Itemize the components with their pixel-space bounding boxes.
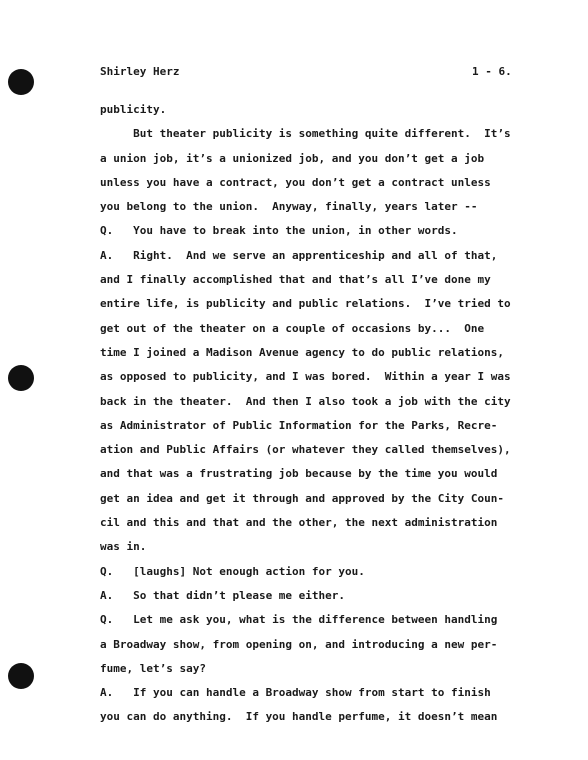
text-line: A. So that didn’t please me either.: [100, 588, 346, 602]
header-name: Shirley Herz: [100, 65, 180, 78]
text-line: unless you have a contract, you don’t get a contract unless: [100, 175, 491, 189]
text-line: Q. Let me ask you, what is the difference between handling: [100, 613, 498, 627]
text-line: publicity.: [100, 103, 167, 116]
page-number: 1 - 6.: [472, 65, 512, 78]
text-line: Q. You have to break into the union, in other words.: [100, 224, 458, 238]
text-line: was in.: [100, 540, 147, 554]
text-line: time I joined a Madison Avenue agency to do public relations,: [100, 345, 504, 359]
text-line: you belong to the union. Anyway, finally, years later --: [100, 200, 478, 214]
text-line: A. Right. And we serve an apprenticeship and all of that,: [100, 248, 498, 262]
text-line: a union job, it’s a unionized job, and you don’t get a job: [100, 151, 485, 165]
text-line: and I finally accomplished that and that’s all I’ve done my: [100, 273, 491, 287]
text-line: a Broadway show, from opening on, and introducing a new per-: [100, 637, 498, 651]
text-line: ation and Public Affairs (or whatever they called themselves),: [100, 443, 511, 457]
text-line: entire life, is publicity and public relations. I’ve tried to: [100, 297, 511, 311]
text-line: A. If you can handle a Broadway show from start to finish: [100, 686, 491, 700]
text-line: back in the theater. And then I also took a job with the city: [100, 394, 511, 408]
text-line: as opposed to publicity, and I was bored. Within a year I was: [100, 370, 511, 384]
text-line: cil and this and that and the other, the next administration: [100, 516, 498, 530]
text-line: get out of the theater on a couple of occasions by... One: [100, 321, 485, 335]
text-line: and that was a frustrating job because by the time you would: [100, 467, 498, 481]
text-line: you can do anything. If you handle perfume, it doesn’t mean: [100, 710, 498, 724]
punch-hole-middle: [8, 365, 34, 391]
transcript-body: [100, 98, 524, 730]
text-line: fume, let’s say?: [100, 661, 206, 675]
text-line: But theater publicity is something quite different. It’s: [100, 127, 511, 141]
text-line: Q. [laughs] Not enough action for you.: [100, 564, 365, 578]
text-line: as Administrator of Public Information for the Parks, Recre-: [100, 418, 498, 432]
punch-hole-bottom: [8, 663, 34, 689]
punch-hole-top: [8, 69, 34, 95]
text-line: get an idea and get it through and approved by the City Coun-: [100, 491, 504, 505]
